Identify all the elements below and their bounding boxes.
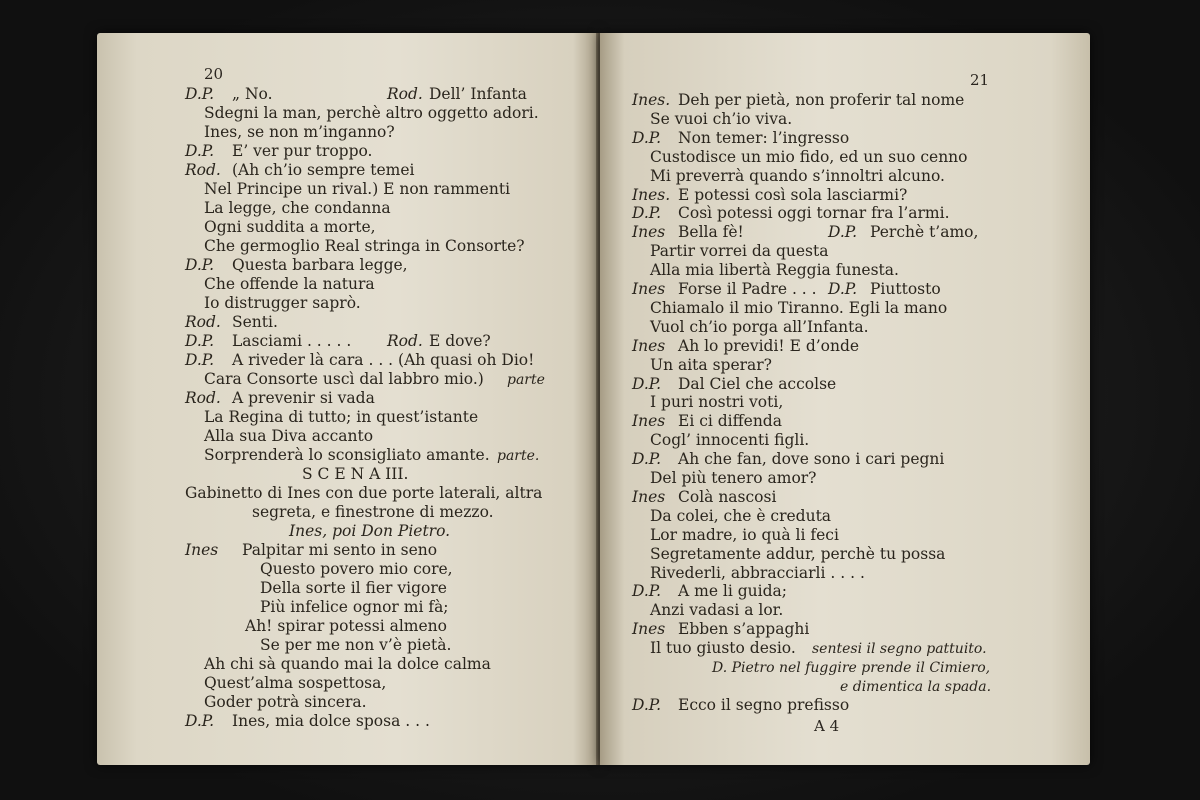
dialogue-line: Segretamente addur, perchè tu possa <box>650 544 946 563</box>
dialogue-line: Cara Consorte uscì dal labbro mio.) <box>204 370 484 388</box>
dialogue-line: Che germoglio Real stringa in Consorte? <box>204 237 525 255</box>
dialogue-line: A me li guida; <box>678 582 788 601</box>
dialogue-line: Io distrugger saprò. <box>204 294 361 312</box>
dialogue-line: Colà nascosi <box>678 487 777 506</box>
speaker-label: D.P. <box>632 695 662 714</box>
dialogue-line: Mi preverrà quando s’innoltri alcuno. <box>650 166 945 185</box>
dialogue-line: Rivederli, abbracciarli . . . . <box>650 563 865 582</box>
dialogue-line: Alla sua Diva accanto <box>204 427 374 445</box>
speaker-label: D.P. <box>185 332 215 350</box>
scene-description: Gabinetto di Ines con due porte laterali, altra <box>185 484 543 502</box>
speaker-label: Ines <box>632 280 666 298</box>
speaker-label: D.P. <box>632 374 662 393</box>
speaker-label: Rod. <box>185 161 221 179</box>
dialogue-line: Dal Ciel che accolse <box>678 374 837 393</box>
dialogue-line: Se vuoi ch’io viva. <box>650 109 793 128</box>
dialogue-line: Non temer: l’ingresso <box>678 128 850 147</box>
dialogue-line: Ecco il segno prefisso <box>678 695 850 714</box>
dialogue-line: Ines, mia dolce sposa . . . <box>232 712 430 730</box>
speaker-label: D.P. <box>185 351 215 369</box>
dialogue-line: Ah che fan, dove sono i cari pegni <box>678 450 945 469</box>
dialogue-line: La legge, che condanna <box>204 199 391 217</box>
speaker-label: Ines <box>632 412 666 431</box>
speaker-label: Rod. <box>387 332 423 350</box>
dialogue-line: Cogl’ innocenti figli. <box>650 431 810 450</box>
dialogue-line: Vuol ch’io porga all’Infanta. <box>650 317 869 336</box>
speaker-label: Rod. <box>185 313 221 331</box>
dialogue-line: Così potessi oggi tornar fra l’armi. <box>678 204 950 223</box>
speaker-label: D.P. <box>185 712 215 730</box>
stage-direction: e dimentica la spada. <box>840 678 992 695</box>
speaker-label: D.P. <box>632 128 662 147</box>
dialogue-line: Senti. <box>232 313 278 331</box>
dialogue-line: Alla mia libertà Reggia funesta. <box>650 261 899 280</box>
dialogue-line: A riveder là cara . . . (Ah quasi oh Dio! <box>232 351 535 369</box>
dialogue-line: Sdegni la man, perchè altro oggetto adori. <box>204 104 539 122</box>
dialogue-line: Ogni suddita a morte, <box>204 218 376 236</box>
scene-persons: Ines, poi Don Pietro. <box>289 522 451 540</box>
aria-line: Più infelice ognor mi fà; <box>260 598 449 616</box>
dialogue-line: Ei ci diffenda <box>678 412 782 431</box>
dialogue-line: Anzi vadasi a lor. <box>650 601 784 620</box>
dialogue-line: (Ah ch’io sempre temei <box>232 161 415 179</box>
speaker-label: D.P. <box>185 85 215 103</box>
page-number: 21 <box>970 71 990 89</box>
speaker-label: D.P. <box>828 280 858 298</box>
dialogue-line: Da colei, che è creduta <box>650 506 832 525</box>
dialogue-line: Un aita sperar? <box>650 355 772 374</box>
dialogue-line: Lasciami . . . . . <box>232 332 352 350</box>
dialogue-line: Perchè t’amo, <box>870 223 979 242</box>
dialogue-line: Bella fè! <box>678 223 744 242</box>
dialogue-line: La Regina di tutto; in quest’istante <box>204 408 479 426</box>
speaker-label: Rod. <box>185 389 221 407</box>
dialogue-line: Sorprenderà lo sconsigliato amante. <box>204 446 490 464</box>
dialogue-line: Del più tenero amor? <box>650 469 817 487</box>
signature-mark: A 4 <box>814 717 840 735</box>
stage-direction: parte <box>507 372 545 388</box>
aria-line: Questo povero mio core, <box>260 560 453 578</box>
dialogue-line: Questa barbara legge, <box>232 256 408 274</box>
dialogue-line: Lor madre, io quà li feci <box>650 525 839 544</box>
dialogue-line: Nel Principe un rival.) E non rammenti <box>204 180 511 198</box>
dialogue-line: Deh per pietà, non proferir tal nome <box>678 91 965 109</box>
speaker-label: Ines <box>632 336 666 355</box>
aria-line: Della sorte il fier vigore <box>260 579 447 597</box>
dialogue-line: E’ ver pur troppo. <box>232 142 373 160</box>
dialogue-line: Che offende la natura <box>204 275 375 293</box>
right-page <box>600 33 1090 765</box>
dialogue-line: Ines, se non m’inganno? <box>204 123 395 141</box>
speaker-label: Rod. <box>387 85 423 103</box>
speaker-label: Ines. <box>632 185 671 204</box>
dialogue-line: Ah lo previdi! E d’onde <box>678 336 860 355</box>
speaker-label: Ines <box>632 487 666 506</box>
dialogue-line: Piuttosto <box>870 280 941 298</box>
dialogue-line: A prevenir si vada <box>232 389 375 407</box>
dialogue-line: Il tuo giusto desio. <box>650 639 796 658</box>
dialogue-line: Goder potrà sincera. <box>204 693 367 711</box>
stage-direction: D. Pietro nel fuggire prende il Cimiero, <box>712 660 991 676</box>
speaker-label: D.P. <box>185 256 215 274</box>
speaker-label: Ines <box>185 541 219 559</box>
stage-direction: sentesi il segno pattuito. <box>812 641 987 658</box>
dialogue-line: „ No. <box>232 85 273 103</box>
aria-line: Se per me non v’è pietà. <box>260 636 452 654</box>
speaker-label: D.P. <box>828 223 858 242</box>
aria-line: Ah! spirar potessi almeno <box>245 617 447 635</box>
speaker-label: D.P. <box>632 450 662 469</box>
speaker-label: D.P. <box>185 142 215 160</box>
dialogue-line: E potessi così sola lasciarmi? <box>678 185 908 204</box>
speaker-label: Ines. <box>632 91 671 109</box>
dialogue-line: I puri nostri voti, <box>650 393 784 412</box>
dialogue-line: Ah chi sà quando mai la dolce calma <box>204 655 491 673</box>
dialogue-line: Ebben s’appaghi <box>678 620 810 639</box>
dialogue-line: Partir vorrei da questa <box>650 242 829 261</box>
speaker-label: Ines <box>632 223 666 242</box>
page-number: 20 <box>204 65 224 83</box>
speaker-label: Ines <box>632 620 666 639</box>
scene-heading: S C E N A III. <box>302 465 409 483</box>
speaker-label: D.P. <box>632 582 662 601</box>
dialogue-line: Forse il Padre . . . <box>678 280 817 298</box>
dialogue-line: Chiamalo il mio Tiranno. Egli la mano <box>650 298 948 317</box>
dialogue-line: Custodisce un mio fido, ed un suo cenno <box>650 147 968 166</box>
scene-description: segreta, e finestrone di mezzo. <box>252 503 494 521</box>
dialogue-line: E dove? <box>429 332 491 350</box>
left-page <box>97 33 598 765</box>
aria-line: Palpitar mi sento in seno <box>242 541 438 559</box>
stage-direction: parte. <box>497 448 540 464</box>
dialogue-line: Quest’alma sospettosa, <box>204 674 387 692</box>
dialogue-line: Dell’ Infanta <box>429 85 527 103</box>
speaker-label: D.P. <box>632 204 662 223</box>
